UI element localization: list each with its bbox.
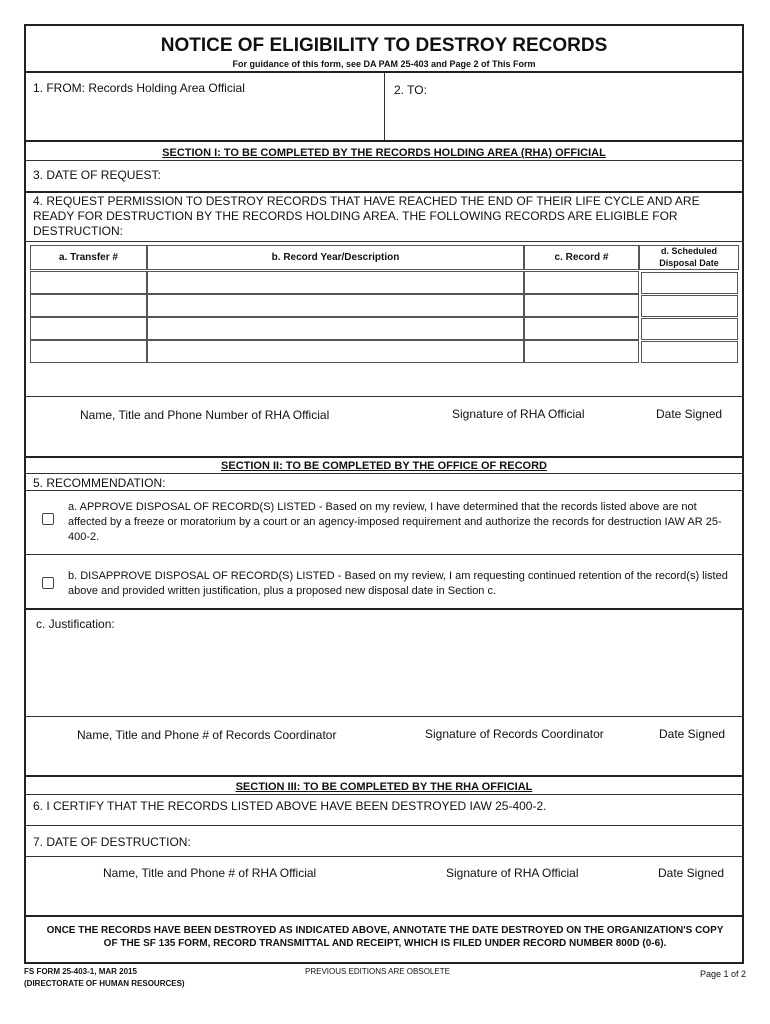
record-cell[interactable] [524, 294, 639, 317]
coordinator-date-label: Date Signed [659, 727, 726, 741]
recommendation-label: 5. RECOMMENDATION: [33, 476, 166, 490]
to-field[interactable] [388, 98, 740, 138]
rha-signature-field[interactable] [28, 425, 740, 455]
rha-name-label: Name, Title and Phone Number of RHA Official [80, 408, 330, 422]
col-a-label: a. Transfer # [59, 252, 118, 263]
rha-signature-label: Signature of RHA Official [452, 407, 585, 421]
disposal-date-cell[interactable] [641, 341, 738, 363]
disposal-date-cell[interactable] [641, 272, 738, 294]
section-3-heading: SECTION III: TO BE COMPLETED BY THE RHA OFFICIAL [235, 781, 533, 793]
disposal-date-cell[interactable] [641, 318, 738, 340]
record-cell[interactable] [524, 271, 639, 294]
col-b-label: b. Record Year/Description [271, 252, 400, 263]
transfer-cell[interactable] [30, 294, 147, 317]
approve-checkbox[interactable] [42, 513, 54, 525]
page-number: Page 1 of 2 [700, 969, 747, 979]
date-of-destruction-field[interactable] [210, 831, 740, 851]
rha2-date-label: Date Signed [658, 866, 725, 880]
disapprove-checkbox[interactable] [42, 577, 54, 589]
guidance-note: For guidance of this form, see DA PAM 25-403 and Page 2 of This Form [232, 59, 536, 69]
footer-instruction: ONCE THE RECORDS HAVE BEEN DESTROYED AS INDICATED ABOVE, ANNOTATE THE DATE DESTROYED ON THE ORGANIZATION'S COPY OF THE SF 135 FORM, RECORD TRANSMITTAL AND RECEIPT, WHICH IS FILED UNDER RECORD NUMBER 800D (0-6). [46, 925, 724, 949]
disapprove-option-text: b. DISAPPROVE DISPOSAL OF RECORD(S) LISTED - Based on my review, I am requesting continued retention of the record(s) listed above and provided written justification, plus a proposed new disposal date in Section c. [68, 570, 728, 597]
date-of-destruction-label: 7. DATE OF DESTRUCTION: [33, 835, 191, 849]
date-of-request-label: 3. DATE OF REQUEST: [33, 168, 161, 182]
description-cell[interactable] [147, 271, 524, 294]
editions-note: PREVIOUS EDITIONS ARE OBSOLETE [305, 967, 450, 976]
directorate: (DIRECTORATE OF HUMAN RESOURCES) [24, 979, 185, 988]
justification-label: c. Justification: [36, 617, 115, 631]
from-field[interactable] [28, 98, 380, 138]
section-1-heading: SECTION I: TO BE COMPLETED BY THE RECORDS HOLDING AREA (RHA) OFFICIAL [162, 147, 606, 159]
to-label: 2. TO: [394, 83, 427, 97]
section-2-heading: SECTION II: TO BE COMPLETED BY THE OFFICE OF RECORD [221, 460, 547, 472]
disposal-date-cell[interactable] [641, 295, 738, 317]
transfer-cell[interactable] [30, 340, 147, 363]
form-number: FS FORM 25-403-1, MAR 2015 [24, 967, 137, 976]
col-c-label: c. Record # [554, 252, 609, 263]
rha2-name-label: Name, Title and Phone # of RHA Official [103, 866, 317, 880]
rha2-signature-field[interactable] [28, 882, 740, 912]
record-cell[interactable] [524, 340, 639, 363]
col-d-label-line1: d. Scheduled [660, 246, 717, 256]
coordinator-name-label: Name, Title and Phone # of Records Coordinator [77, 728, 337, 742]
coordinator-signature-label: Signature of Records Coordinator [425, 727, 604, 741]
item-4-request-text: 4. REQUEST PERMISSION TO DESTROY RECORDS THAT HAVE REACHED THE END OF THEIR LIFE CYCLE AND ARE READY FOR DESTRUCTION BY THE RECORDS HOLDING AREA. THE FOLLOWING RECORDS ARE ELIGIBLE FOR DESTRUCTION: [33, 194, 700, 238]
rha-date-label: Date Signed [656, 407, 723, 421]
certify-text: 6. I CERTIFY THAT THE RECORDS LISTED ABOVE HAVE BEEN DESTROYED IAW 25-400-2. [33, 799, 547, 813]
description-cell[interactable] [147, 294, 524, 317]
from-label: 1. FROM: Records Holding Area Official [33, 81, 245, 95]
record-cell[interactable] [524, 317, 639, 340]
coordinator-signature-field[interactable] [28, 745, 740, 773]
approve-option-text: a. APPROVE DISPOSAL OF RECORD(S) LISTED - Based on my review, I have determined that the records listed above are not affected by a freeze or moratorium by a court or an agency-imposed requirement and authorize the records for destruction IAW AR 25-400-2. [68, 501, 722, 543]
date-of-request-field[interactable] [180, 164, 740, 186]
transfer-cell[interactable] [30, 317, 147, 340]
form-title: NOTICE OF ELIGIBILITY TO DESTROY RECORDS [160, 35, 608, 56]
justification-field[interactable] [28, 634, 740, 714]
description-cell[interactable] [147, 340, 524, 363]
col-d-label-line2: Disposal Date [659, 258, 719, 268]
description-cell[interactable] [147, 317, 524, 340]
transfer-cell[interactable] [30, 271, 147, 294]
rha2-signature-label: Signature of RHA Official [446, 866, 579, 880]
